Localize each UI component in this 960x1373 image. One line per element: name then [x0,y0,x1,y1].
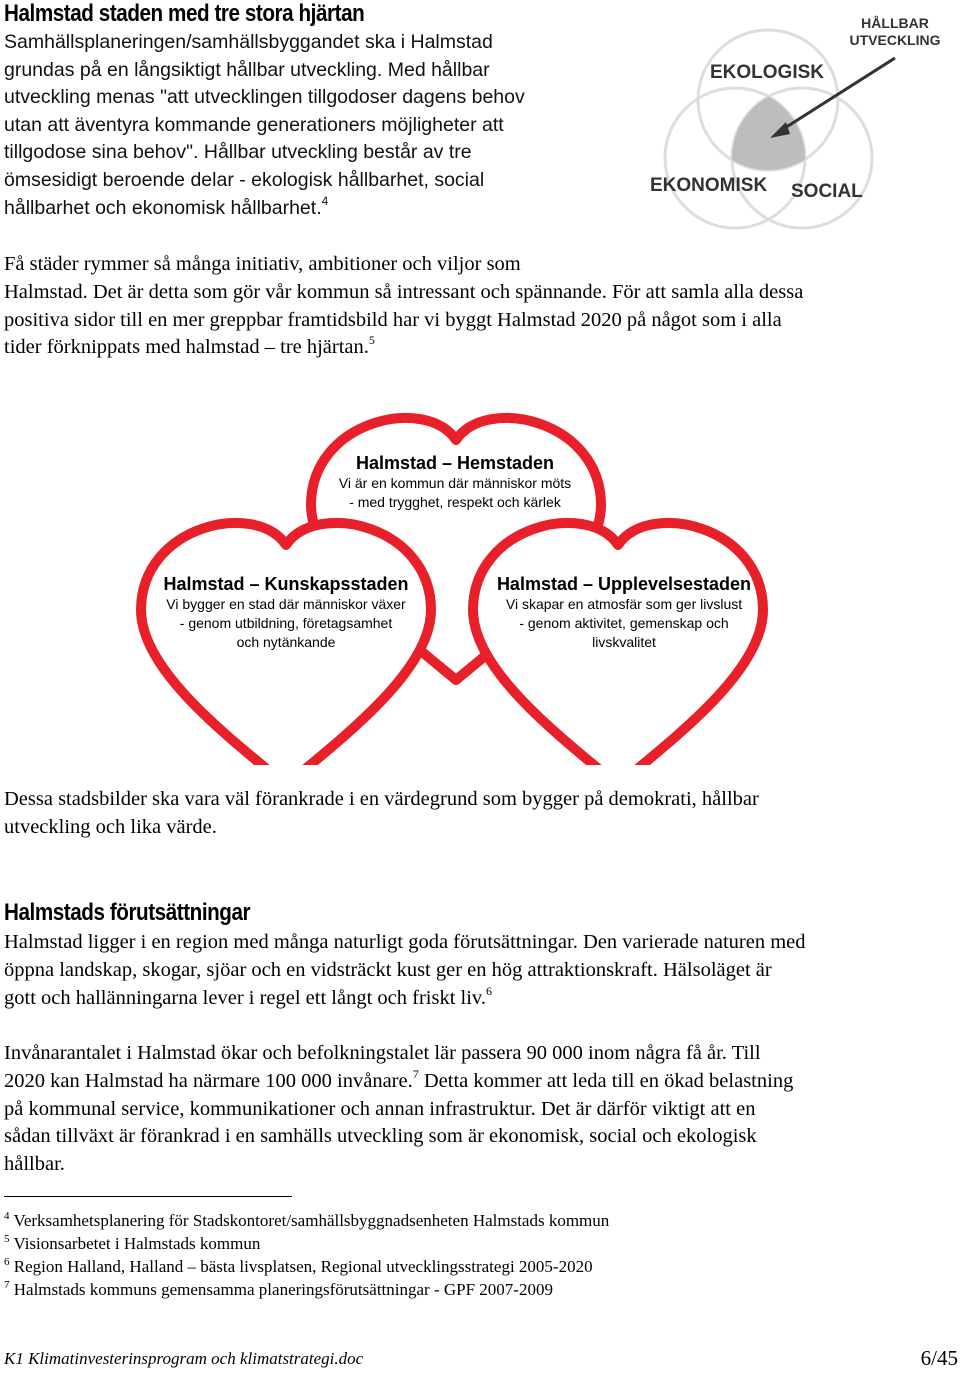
venn-label-ekologisk: EKOLOGISK [710,62,825,83]
footnote-item: $^7$ Halmstads kommuns gemensamma planeringsförutsättningar - GPF 2007-2009 [4,1279,553,1299]
heart-upplevelsestaden-text: - genom aktivitet, gemenskap och [519,615,729,631]
intro-line: tillgodose sina behov". Hållbar utveckling består av tre [4,141,472,164]
heart-hemstaden-text: Vi är en kommun där människor möts [338,475,572,491]
footer-page-number: 6/45 [920,1346,958,1370]
heart-hemstaden [305,453,605,512]
intro-line: grundas på en långsiktigt hållbar utveckling. Med hållbar [4,58,490,81]
intro-paragraph [4,29,644,222]
text-line: Halmstad. Det är detta som gör vår kommun så intressant och spännande. För att samla alla dessa [4,280,804,303]
text-line: Halmstad ligger i en region med många naturligt goda förutsättningar. Den varierade naturen med [4,931,806,953]
heart-kunskapsstaden-text: - genom utbildning, företagsamhet [179,615,393,631]
venn-label-hallbar: HÅLLBAR [861,15,929,31]
heart-upplevelsestaden [474,574,774,652]
text-line: sådan tillväxt är förankrad i en samhälls utveckling som är ekonomisk, social och ekologisk [4,1125,757,1148]
footnotes [4,1209,954,1301]
footnote-divider [4,1196,292,1197]
text-line: på kommunal service, kommunikationer och annan infrastruktur. Det är därför viktigt att en [4,1097,756,1120]
footnote-ref[interactable]: 6 [485,983,492,998]
venn-label-ekonomisk: EKONOMISK [650,175,768,196]
sustainability-venn-diagram [640,0,960,240]
text-line: Få städer rymmer så många initiativ, ambitioner och viljor som [4,253,521,275]
text-line: utveckling och lika värde. [4,815,217,838]
heart-hemstaden-title: Halmstad – Hemstaden [355,453,555,473]
footnote-item: $^4$ Verksamhetsplanering för Stadskontoret/samhällsbyggnadsenheten Halmstads kommun [4,1210,610,1230]
text-line: Invånarantalet i Halmstad ökar och befolkningstalet lär passera 90 000 inom några få år. Till [4,1042,761,1064]
text-line: tider förknippats med halmstad – tre hjärtan.$^5$ [4,333,375,359]
text-line: hållbar. [4,1153,65,1176]
footnote-ref[interactable]: 5 [368,333,375,348]
intro-line: ömsesidigt beroende delar - ekologisk hållbarhet, social [4,168,485,191]
heart-kunskapsstaden [136,574,436,652]
text-line: gott och hallänningarna lever i regel ett långt och friskt liv.$^6$ [4,983,492,1009]
heart-kunskapsstaden-title: Halmstad – Kunskapsstaden [163,574,409,594]
heart-hemstaden-text: - med trygghet, respekt och kärlek [349,494,561,510]
intro-line: utan att äventyra kommande generationers möjligheter att [4,113,504,136]
heart-kunskapsstaden-text: och nytänkande [236,634,336,650]
footnote-ref[interactable]: 4 [321,193,329,208]
venn-label-utveckling: UTVECKLING [849,32,941,48]
heart-upplevelsestaden-text: Vi skapar en atmosfär som ger livslust [505,596,743,612]
heart-upplevelsestaden-title: Halmstad – Upplevelsestaden [496,574,752,594]
paragraph-tre-hjartan [4,251,954,362]
heart-upplevelsestaden-text: livskvalitet [592,634,656,650]
text-line: positiva sidor till en mer greppbar framtidsbild har vi byggt Halmstad 2020 på något som i alla [4,308,782,331]
text-line: öppna landskap, skogar, sjöar och en vidsträckt kust ger en hög attraktionskraft. Hälsoläget är [4,958,772,981]
venn-label-social: SOCIAL [791,181,863,202]
footnote-item: $^5$ Visionsarbetet i Halmstads kommun [4,1233,261,1253]
section-heading-forutsattningar: Halmstads förutsättningar [4,899,251,926]
paragraph-invanarantal [4,1040,954,1179]
text-line: Dessa stadsbilder ska vara väl förankrade i en värdegrund som bygger på demokrati, hållbar [4,788,759,810]
intro-line-last: hållbarhet och ekonomisk hållbarhet.$^4$ [4,193,329,219]
text-line: 2020 kan Halmstad ha närmare 100 000 invånare.$^7$ Detta kommer att leda till en ökad belastning [4,1066,794,1092]
section-heading-tre-hjartan: Halmstad staden med tre stora hjärtan [4,0,365,27]
heart-kunskapsstaden-text: Vi bygger en stad där människor växer [166,596,406,612]
intro-line: Samhällsplaneringen/samhällsbyggandet ska i Halmstad [4,31,493,53]
footnote-item: $^6$ Region Halland, Halland – bästa livsplatsen, Regional utvecklingsstrategi 2005-2020 [4,1256,593,1276]
intro-line: utveckling menas "att utvecklingen tillgodoser dagens behov [4,86,525,109]
paragraph-region [4,929,954,1012]
footnote-ref[interactable]: 7 [412,1066,419,1081]
footer-doc-name: K1 Klimatinvesterinsprogram och klimatstrategi.doc [4,1349,364,1368]
paragraph-vardegrund [4,786,954,842]
